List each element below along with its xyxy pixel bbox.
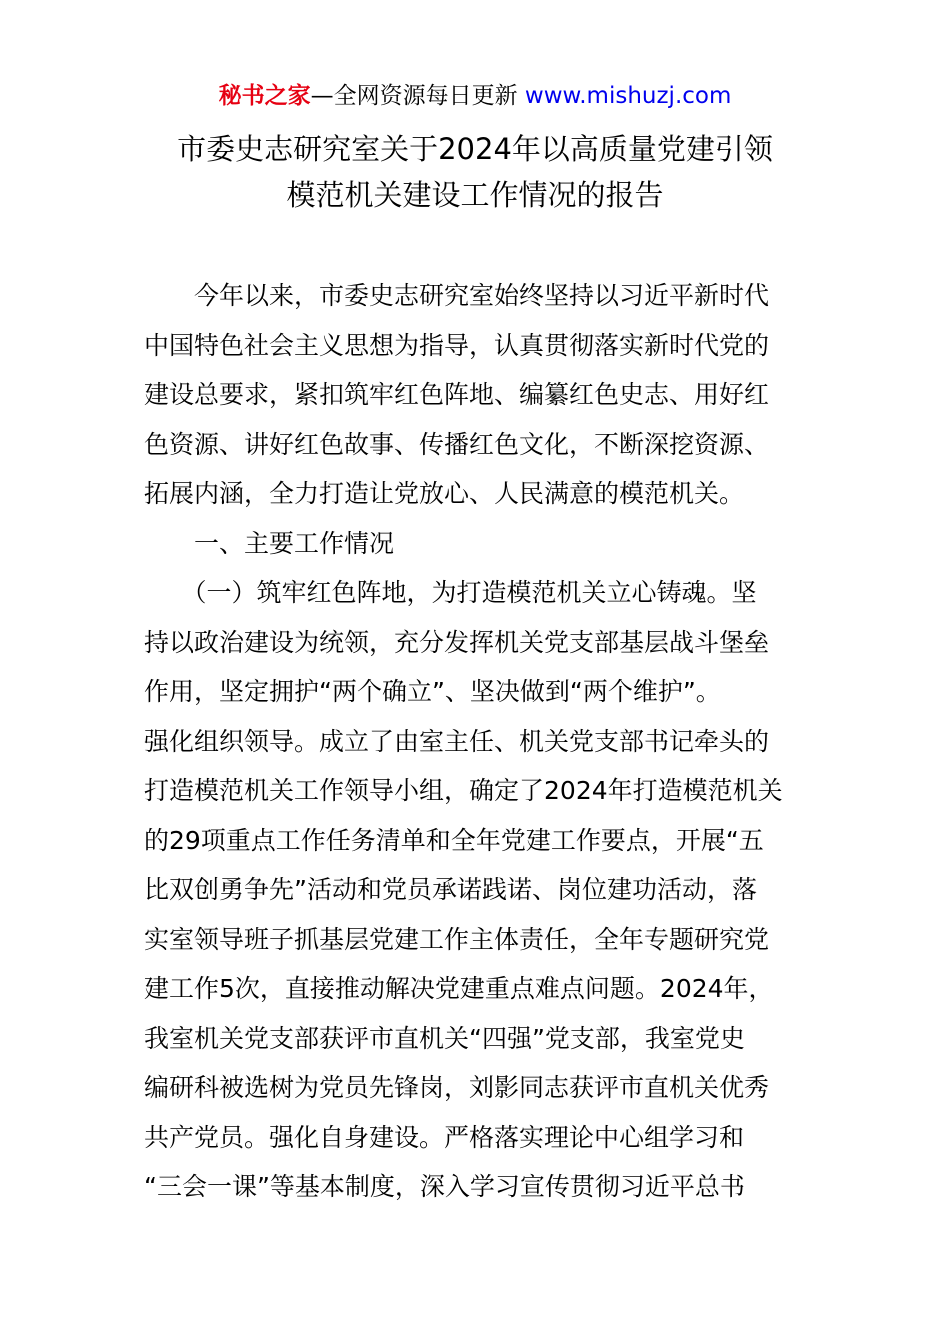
body-line: 持以政治建设为统领，充分发挥机关党支部基层战斗堡垒 [144,627,770,657]
body-line: 强化组织领导。成立了由室主任、机关党支部书记牵头的 [144,726,770,756]
site-slogan: —全网资源每日更新 [310,83,518,109]
title-line-2: 模范机关建设工作情况的报告 [286,178,664,212]
site-header [0,80,950,112]
body-line: 建工作5次，直接推动解决党建重点难点问题。2024年， [144,974,774,1003]
body-line: 拓展内涵，全力打造让党放心、人民满意的模范机关。 [144,479,745,508]
body-line: 实室领导班子抓基层党建工作主体责任，全年专题研究党 [144,924,770,954]
body-line: 比双创勇争先”活动和党员承诺践诺、岗位建功活动，落 [144,875,757,904]
document-title [0,126,950,218]
body-line: 色资源、讲好红色故事、传播红色文化，不断深挖资源、 [144,429,770,459]
body-line: 中国特色社会主义思想为指导，认真贯彻落实新时代党的 [144,330,770,360]
section-heading: 一、主要工作情况 [144,528,395,558]
site-url-link[interactable]: www.mishuzj.com [524,83,732,109]
body-line: 的29项重点工作任务清单和全年党建工作要点，开展“五 [144,825,764,855]
body-line: 打造模范机关工作领导小组，确定了2024年打造模范机关 [144,776,783,805]
body-line: “三会一课”等基本制度，深入学习宣传贯彻习近平总书 [144,1172,745,1201]
body-line: 建设总要求，紧扣筑牢红色阵地、编纂红色史志、用好红 [144,380,770,409]
body-line: 编研科被选树为党员先锋岗，刘影同志获评市直机关优秀 [144,1073,770,1102]
site-brand: 秘书之家 [218,83,311,109]
body-line: 作用，坚定拥护“两个确立”、坚决做到“两个维护”。 [144,677,721,706]
body-line: （一）筑牢红色阵地，为打造模范机关立心铸魂。坚 [144,578,757,607]
body-line: 我室机关党支部获评市直机关“四强”党支部，我室党史 [144,1023,745,1053]
body-line: 共产党员。强化自身建设。严格落实理论中心组学习和 [144,1122,745,1152]
body-line: 今年以来，市委史志研究室始终坚持以习近平新时代 [144,281,770,310]
title-line-1: 市委史志研究室关于2024年以高质量党建引领 [177,132,773,166]
document-body [144,271,809,1212]
